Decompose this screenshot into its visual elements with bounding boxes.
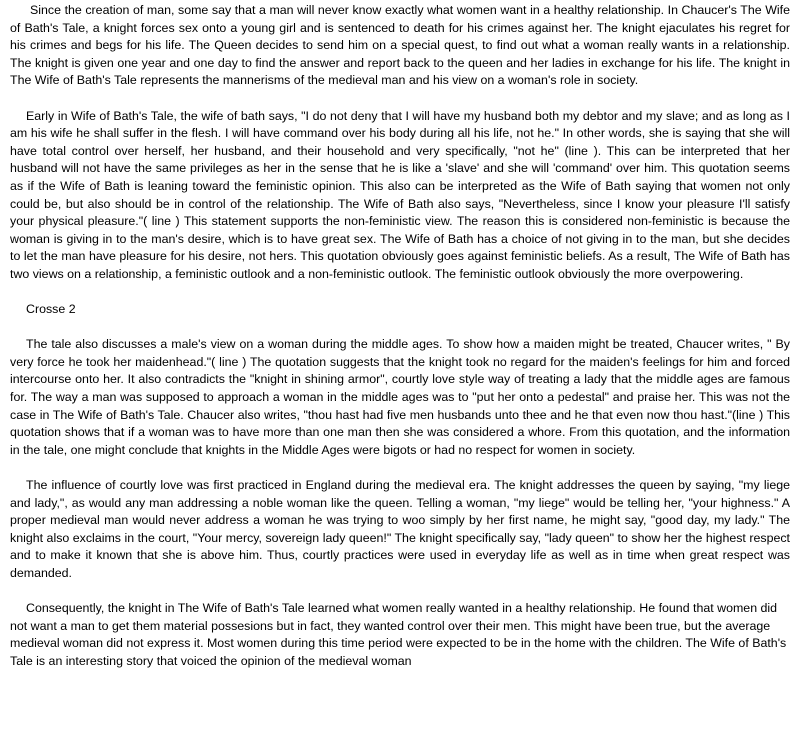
paragraph-introduction: Since the creation of man, some say that a man will never know exactly what women want in a healthy relationship. In Chaucer's The Wife of Bath's Tale, a knight forces sex onto a young girl and is sentenced to death for his crimes against her. The knight ejaculates his regret for his crimes and begs for his life. The Queen decides to send him on a special quest, to find out what a woman really wants in a relationship. The knight is given one year and one day to find the answer and report back to the queen and her ladies in exchange for his life. The knight in The Wife of Bath's Tale represents the mannerisms of the medieval man and his view on a woman's role in society. bbox=[10, 3, 790, 88]
paragraph-courtly-love: The influence of courtly love was first practiced in England during the medieval era. The knight addresses the queen by saying, "my liege and lady,", as would any man addressing a noble woman like the queen. Telling a woman, "my liege" would be telling her, "your highness." A proper medieval man would never address a woman he was trying to woo simply by her first name, he might say, "good day, my lady." The knight also exclaims in the court, "Your mercy, sovereign lady queen!" The knight specifically say, "lady queen" to show her the highest respect and to make it known that she is above him. Thus, courtly practices were used in everyday life as well as in time when great respect was demanded. bbox=[10, 478, 790, 580]
paragraph-conclusion: Consequently, the knight in The Wife of Bath's Tale learned what women really wanted in a healthy relationship. He found that women did not want a man to get them material possesions but in fact, they wanted control over their men. This might have been true, but the average medieval woman did not express it. Most women during this time period were expected to be in the home with the children. The Wife of Bath's Tale is an interesting story that voiced the opinion of the medieval woman bbox=[10, 601, 787, 668]
paragraph-male-view: The tale also discusses a male's view on a woman during the middle ages. To show how a maiden might be treated, Chaucer writes, " By very force he took her maidenhead."( line ) The quotation suggests that the knight took no regard for the maiden's feelings for him and forced intercourse onto her. It also contradicts the "knight in shining armor", courtly love style way of treating a lady that the middle ages are famous for. The way a man was supposed to approach a woman in the middle ages was to "put her onto a pedestal" and praise her. This was not the case in The Wife of Bath's Tale. Chaucer also writes, "thou hast had five men husbands unto thee and he that even now thou hast."(line ) This quotation shows that if a woman was to have more than one man then she was considered a whore. From this quotation, and the information in the tale, one might conclude that knights in the Middle Ages were bigots or had no respect for women in society. bbox=[10, 337, 790, 457]
essay-document bbox=[10, 2, 790, 671]
paragraph-wife-of-bath-views: Early in Wife of Bath's Tale, the wife of bath says, "I do not deny that I will have my husband both my debtor and my slave; and as long as I am his wife he shall suffer in the flesh. I will have command over his body during all his life, not he." In other words, she is saying that she will have total control over herself, her husband, and their household and very specifically, "not he" (line ). This can be interpreted that her husband will not have the same privileges as her in the sense that he is like a 'slave' and she will 'command' over him. This quotation seems as if the Wife of Bath is leaning toward the feministic opinion. This also can be interpreted as the Wife of Bath saying that women not only could be, but also should be in control of the relationship. The Wife of Bath also says, "Nevertheless, since I know your pleasure I'll satisfy your physical pleasure."( line ) This statement supports the non-feministic view. The reason this is considered non-feministic is because the woman is giving in to the man's desire, which is to have great sex. The Wife of Bath has a choice of not giving in to the man, but she decides to let the man have pleasure for his desire, not hers. This quotation obviously goes against feministic beliefs. As a result, The Wife of Bath has two views on a relationship, a feministic outlook and a non-feministic outlook. The feministic outlook obviously the more overpowering. bbox=[10, 108, 790, 281]
page-header-crosse: Crosse 2 bbox=[26, 302, 76, 317]
